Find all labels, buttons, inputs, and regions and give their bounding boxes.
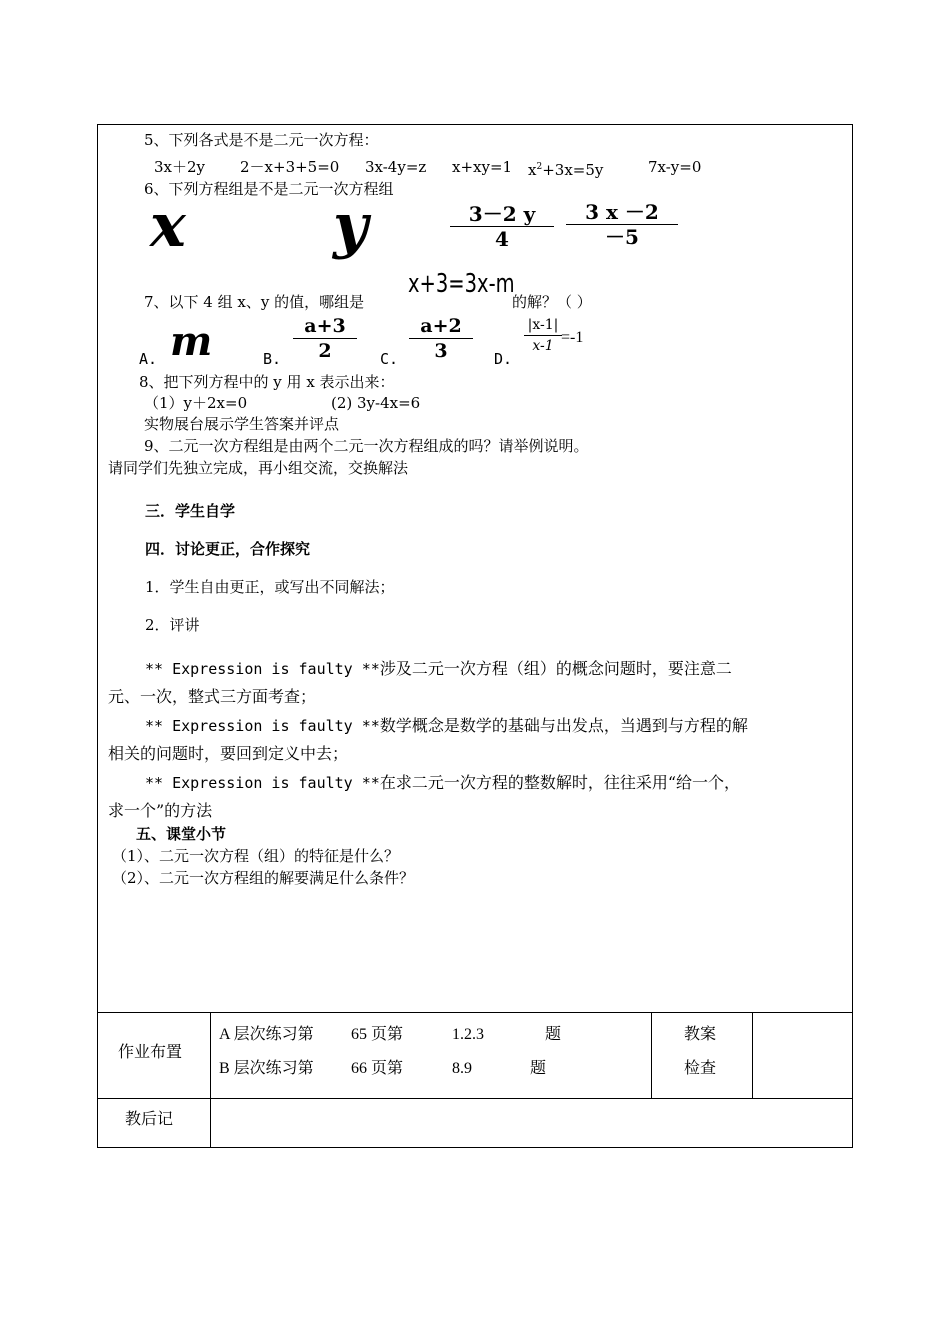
q7-b-num: a+3 xyxy=(293,314,357,339)
q9-title: 9、二元一次方程组是由两个二元一次方程组成的吗？请举例说明。 xyxy=(144,437,589,455)
homework-b-suffix: 题 xyxy=(530,1060,547,1077)
note-3-line-1: ** Expression is faulty **在求二元一次方程的整数解时，往往采用“给一个， xyxy=(145,773,740,792)
q5-expr-3: 3x-4y=z xyxy=(365,158,427,176)
note-2-error: ** Expression is faulty ** xyxy=(145,717,380,735)
q7-option-d-tail: =-1 xyxy=(561,329,584,346)
q7-c-num: a+2 xyxy=(409,314,473,339)
q7-equation: x+3=3x-m xyxy=(408,269,515,299)
q6-big-y: y xyxy=(333,191,368,261)
q7-c-den: 3 xyxy=(434,340,448,362)
note-2-line-1: ** Expression is faulty **数学概念是数学的基础与出发点，当遇到与方程的解 xyxy=(145,716,748,735)
homework-b-numbers: 8.9 xyxy=(452,1060,472,1077)
section-5-heading: 五、课堂小节 xyxy=(136,825,227,843)
q5-title: 5、下列各式是不是二元一次方程： xyxy=(144,131,379,149)
q7-option-c-fraction xyxy=(409,314,473,363)
q7-prefix: 7、以下 4 组 x、y 的值，哪组是 xyxy=(144,293,365,311)
q6-fraction-1 xyxy=(450,202,554,251)
homework-b-text: B 层次练习第 xyxy=(219,1060,314,1077)
note-1-error: ** Expression is faulty ** xyxy=(145,660,380,678)
homework-a-page: 65 页第 xyxy=(351,1026,404,1043)
q5-expr-5: $x^2+3x=5y$ xyxy=(528,161,604,179)
q7-suffix: 的解？（ ） xyxy=(512,293,592,311)
q7-d-den: x-1 xyxy=(532,338,554,354)
homework-a-text: A 层次练习第 xyxy=(219,1026,314,1043)
q6-fraction-2 xyxy=(566,200,678,249)
q6-frac2-den: －5 xyxy=(605,225,639,249)
q7-option-c-label: C. xyxy=(380,350,399,368)
q8-title: 8、把下列方程中的 y 用 x 表示出来： xyxy=(139,373,395,391)
q6-title: 6、下列方程组是不是二元一次方程组 xyxy=(144,180,394,198)
q5-expr-2: 2－x+3+5=0 xyxy=(240,158,340,176)
homework-a-numbers: 1.2.3 xyxy=(452,1026,484,1043)
q5-expr-1: 3x＋2y xyxy=(154,158,206,176)
q7-option-b-fraction xyxy=(293,314,357,363)
homework-label: 作业布置 xyxy=(118,1044,183,1061)
section-4-item-1: 1．学生自由更正，或写出不同解法； xyxy=(145,578,395,596)
note-1-line-2: 元、一次，整式三方面考查； xyxy=(108,687,317,706)
note-3-error: ** Expression is faulty ** xyxy=(145,774,380,792)
q7-d-num: |x-1| xyxy=(524,315,562,336)
q6-big-x: x xyxy=(150,191,186,261)
q8-part-1: （1）y＋2x=0 xyxy=(144,394,248,412)
note-2-line-2: 相关的问题时，要回到定义中去； xyxy=(108,744,349,763)
q6-frac1-num: 3－2 y xyxy=(450,202,554,227)
q7-option-d-label: D. xyxy=(494,350,513,368)
lesson-check-label-1: 教案 xyxy=(684,1026,717,1043)
post-lesson-notes-label: 教后记 xyxy=(125,1111,174,1128)
table-col-divider-3 xyxy=(752,1012,753,1098)
q7-b-den: 2 xyxy=(318,340,332,362)
q8-note: 实物展台展示学生答案并评点 xyxy=(144,415,340,433)
q8-part-2: (2) 3y-4x=6 xyxy=(331,394,421,412)
lesson-check-label-2: 检查 xyxy=(684,1060,717,1077)
section-5-item-1: （1）、二元一次方程（组）的特征是什么？ xyxy=(112,847,400,865)
q6-frac1-den: 4 xyxy=(495,227,509,251)
q9-note: 请同学们先独立完成，再小组交流，交换解法 xyxy=(108,459,409,477)
table-divider-top xyxy=(98,1012,852,1013)
q7-option-b-label: B. xyxy=(263,350,282,368)
note-1-line-1: ** Expression is faulty **涉及二元一次方程（组）的概念问题时，要注意二 xyxy=(145,659,732,678)
homework-b-page: 66 页第 xyxy=(351,1060,404,1077)
q5-exponent: 2 xyxy=(536,162,543,172)
table-col-divider-2 xyxy=(651,1012,652,1098)
table-divider-mid xyxy=(98,1098,852,1099)
table-col-divider-1 xyxy=(210,1012,211,1148)
section-4-heading: 四．讨论更正，合作探究 xyxy=(145,540,311,558)
q6-frac2-num: 3 x －2 xyxy=(566,200,678,225)
q7-option-a-label: A. xyxy=(139,350,158,368)
homework-a-suffix: 题 xyxy=(545,1026,562,1043)
q7-option-d-fraction xyxy=(524,315,562,356)
section-4-item-2: 2．评讲 xyxy=(145,616,200,634)
note-3-line-2: 求一个”的方法 xyxy=(108,801,213,820)
section-5-item-2: （2）、二元一次方程组的解要满足什么条件？ xyxy=(112,869,415,887)
q5-expr-6: 7x-y=0 xyxy=(648,158,702,176)
q5-expr-4: x+xy=1 xyxy=(452,158,513,176)
section-3-heading: 三．学生自学 xyxy=(145,502,236,520)
q7-option-a-value: m xyxy=(170,318,213,365)
